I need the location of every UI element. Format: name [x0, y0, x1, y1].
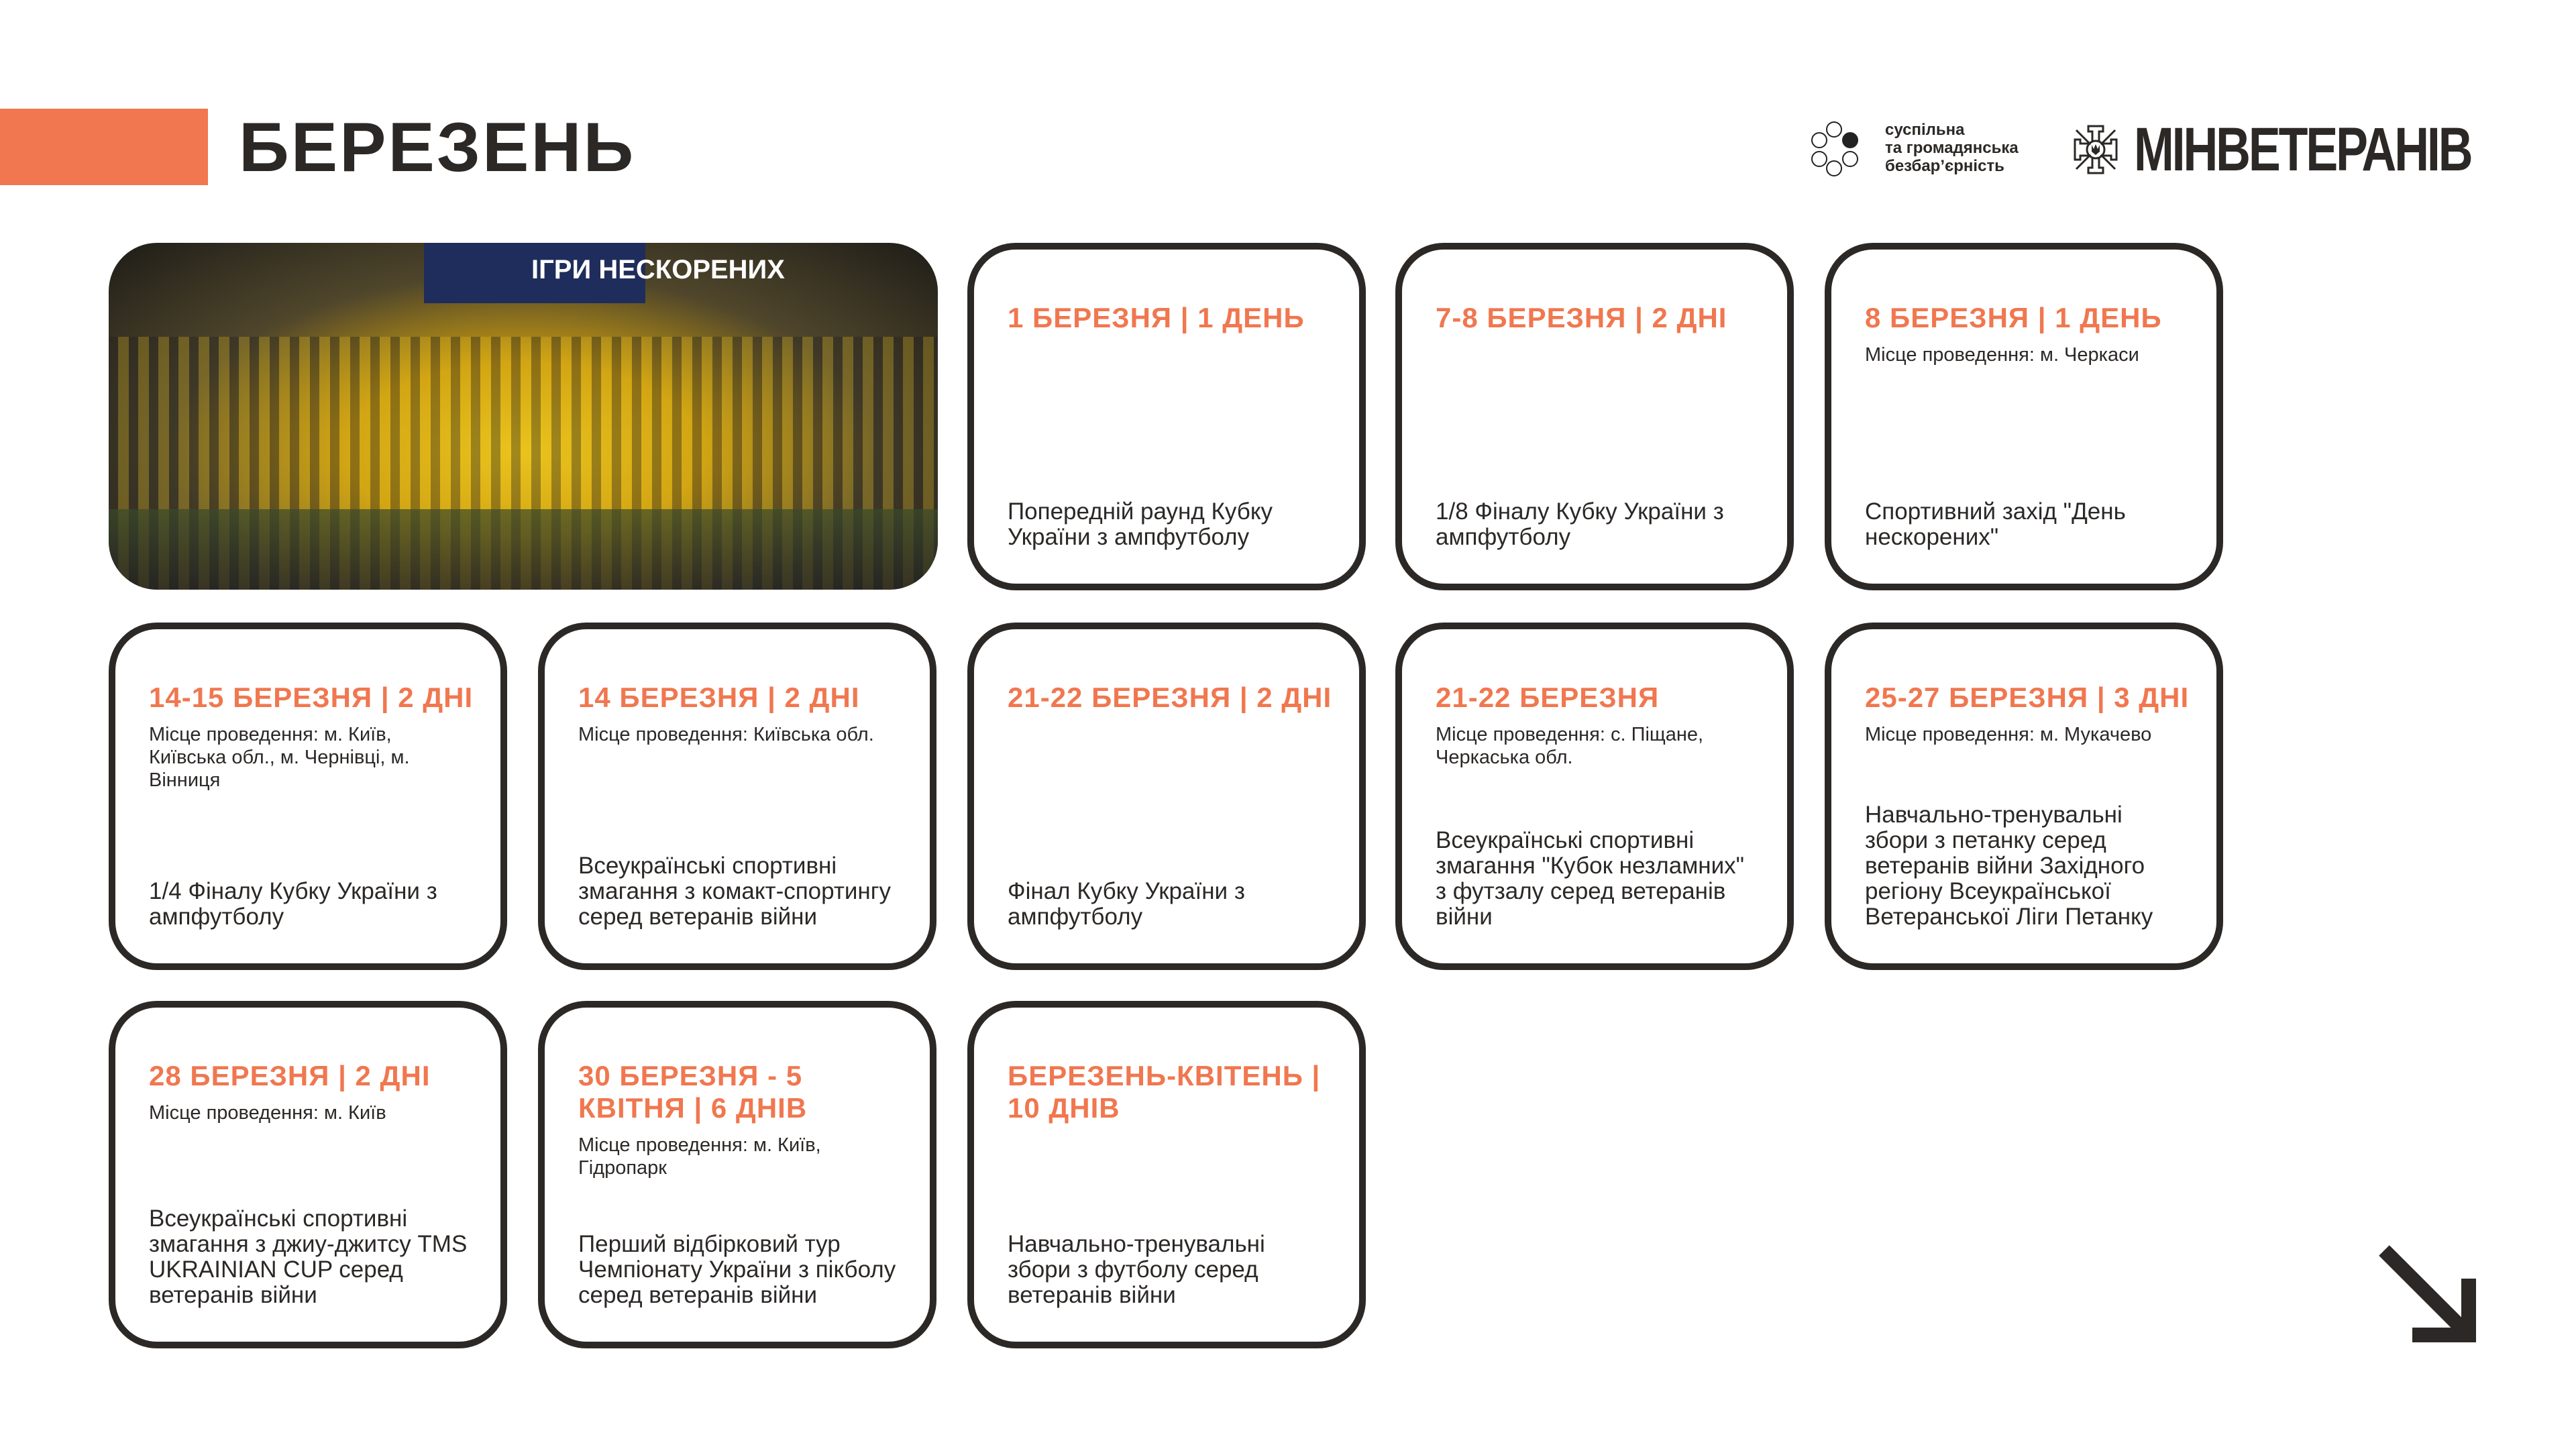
- event-location: Місце проведення: м. Київ: [149, 1102, 386, 1124]
- event-card: [1825, 243, 2223, 590]
- event-date: 8 БЕРЕЗНЯ | 1 ДЕНЬ: [1865, 302, 2162, 333]
- arrow-down-right-icon: [2375, 1241, 2483, 1350]
- event-card: [538, 623, 936, 970]
- event-card: [1395, 243, 1794, 590]
- event-date: 7-8 БЕРЕЗНЯ | 2 ДНІ: [1436, 302, 1727, 333]
- event-date: 25-27 БЕРЕЗНЯ | 3 ДНІ: [1865, 682, 2190, 713]
- event-location: Місце проведення: Київська обл.: [578, 724, 874, 745]
- event-date: 21-22 БЕРЕЗНЯ: [1436, 682, 1660, 713]
- page-title: БЕРЕЗЕНЬ: [239, 109, 636, 186]
- event-date: БЕРЕЗЕНЬ-КВІТЕНЬ | 10 ДНІВ: [1008, 1060, 1321, 1124]
- event-description: Попередній раунд Кубку України з ампфутболу: [1008, 498, 1273, 550]
- event-date: 28 БЕРЕЗНЯ | 2 ДНІ: [149, 1060, 431, 1091]
- event-description: Всеукраїнські спортивні змагання з комакт-спортингу серед ветеранів війни: [578, 853, 892, 930]
- logo-text: МІНВЕТЕРАНІВ: [2134, 115, 2471, 184]
- event-date: 14-15 БЕРЕЗНЯ | 2 ДНІ: [149, 682, 474, 713]
- accent-bar: [0, 109, 208, 185]
- event-date: 30 БЕРЕЗНЯ - 5 КВІТНЯ | 6 ДНІВ: [578, 1060, 808, 1124]
- event-description: Фінал Кубку України з ампфутболу: [1008, 878, 1245, 930]
- event-card: [967, 1001, 1366, 1348]
- event-description: Навчально-тренувальні збори з футболу серед ветеранів війни: [1008, 1231, 1265, 1308]
- event-description: 1/4 Фіналу Кубку України з ампфутболу: [149, 878, 437, 930]
- event-description: Перший відбірковий тур Чемпіонату України з пікболу серед ветеранів війни: [578, 1231, 896, 1308]
- dots-icon: [1811, 121, 1865, 175]
- event-card: [1825, 623, 2223, 970]
- minveteraniv-logo: [2070, 115, 2566, 184]
- bezbar-logo: [1811, 121, 2019, 175]
- event-date: 21-22 БЕРЕЗНЯ | 2 ДНІ: [1008, 682, 1332, 713]
- event-description: Всеукраїнські спортивні змагання "Кубок незламних" з футзалу серед ветеранів війни: [1436, 827, 1745, 930]
- event-card: [109, 1001, 507, 1348]
- logo-line: суспільна: [1885, 121, 1965, 139]
- event-location: Місце проведення: с. Піщане, Черкаська обл.: [1436, 724, 1704, 768]
- event-card: [109, 623, 507, 970]
- event-date: 1 БЕРЕЗНЯ | 1 ДЕНЬ: [1008, 302, 1305, 333]
- event-photo: [109, 243, 938, 590]
- event-card: [538, 1001, 936, 1348]
- event-card: [967, 623, 1366, 970]
- event-description: 1/8 Фіналу Кубку України з ампфутболу: [1436, 498, 1724, 550]
- event-card: [1395, 623, 1794, 970]
- event-description: Всеукраїнські спортивні змагання з джиу-джитсу TMS UKRAINIAN CUP серед ветеранів війни: [149, 1205, 468, 1308]
- logo-line: безбар’єрність: [1885, 157, 2004, 175]
- event-location: Місце проведення: м. Черкаси: [1865, 344, 2139, 366]
- event-date: 14 БЕРЕЗНЯ | 2 ДНІ: [578, 682, 860, 713]
- event-location: Місце проведення: м. Київ, Гідропарк: [578, 1134, 821, 1179]
- event-location: Місце проведення: м. Київ, Київська обл., м. Чернівці, м. Вінниця: [149, 724, 410, 791]
- event-card: [967, 243, 1366, 590]
- photo-banner-text: ІГРИ НЕСКОРЕНИХ: [531, 255, 785, 284]
- ministry-emblem-icon: [2070, 123, 2122, 176]
- event-description: Навчально-тренувальні збори з петанку серед ветеранів війни Західного регіону Всеукраїнської Ветеранської Ліги Петанку: [1865, 802, 2153, 930]
- event-location: Місце проведення: м. Мукачево: [1865, 724, 2152, 745]
- logo-line: та громадянська: [1885, 139, 2019, 157]
- event-description: Спортивний захід "День нескорених": [1865, 498, 2126, 550]
